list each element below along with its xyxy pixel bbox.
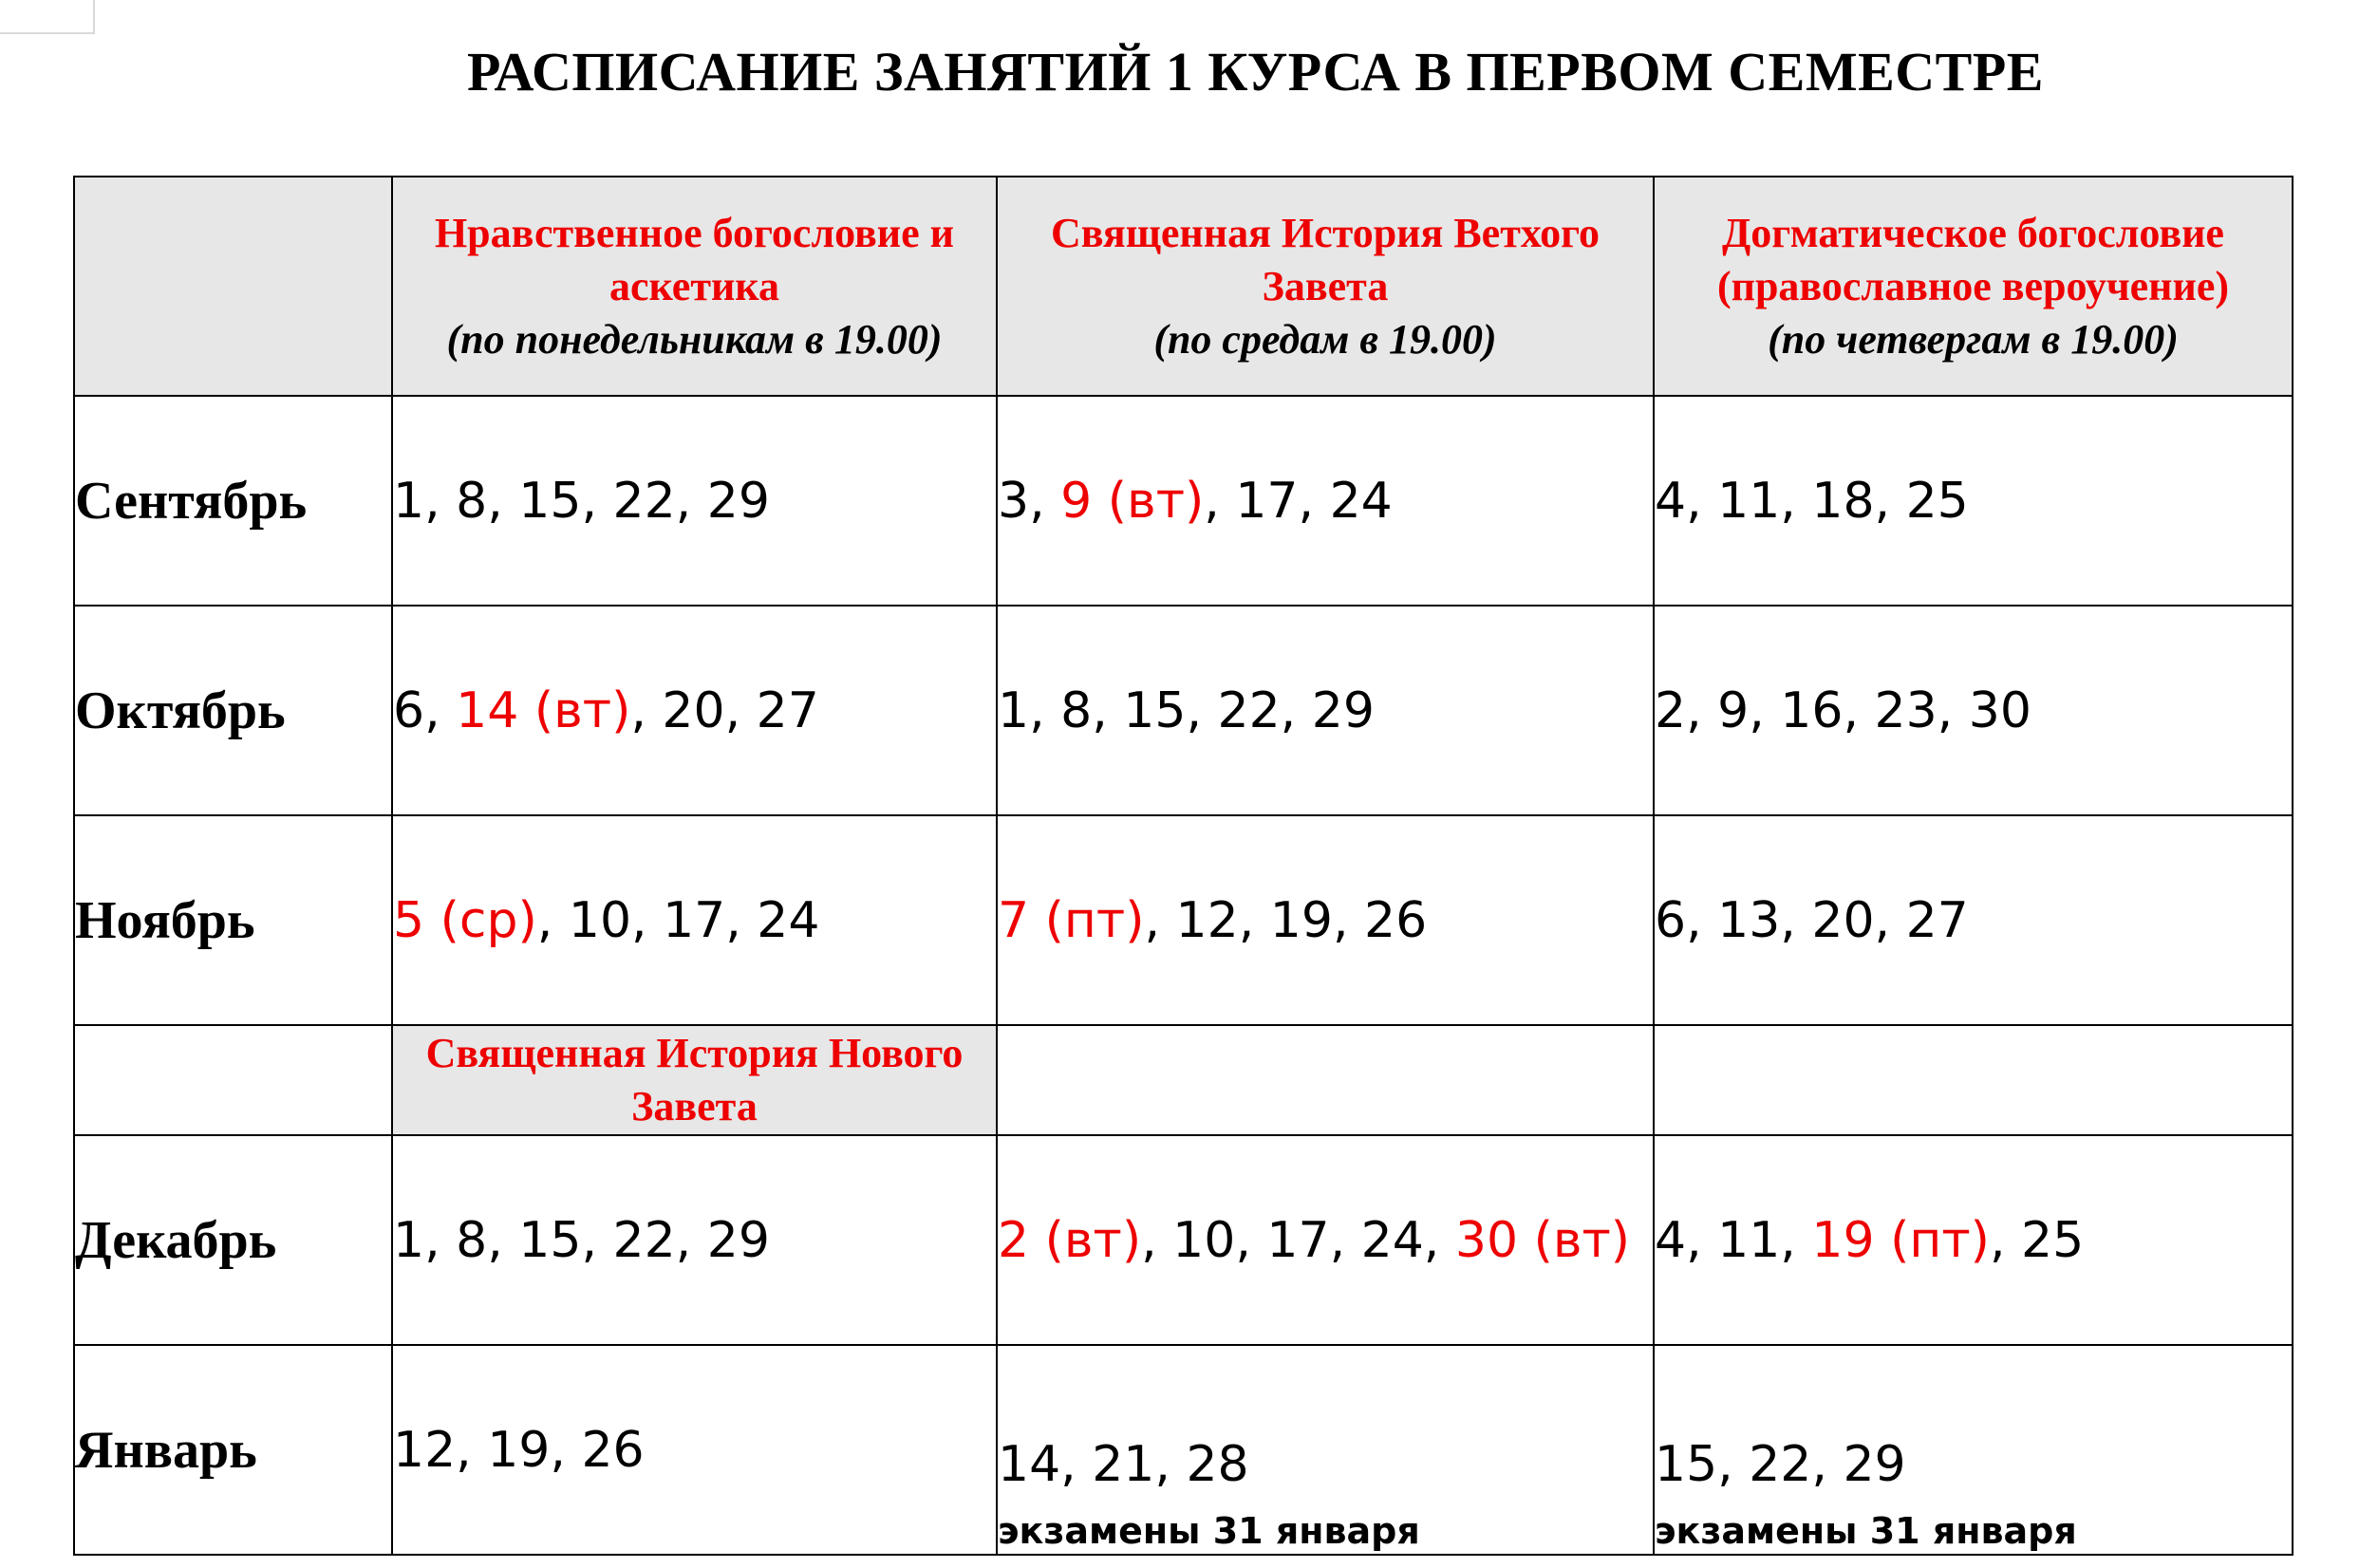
dates-cell bbox=[392, 606, 997, 815]
header-subject-moral-theology bbox=[392, 177, 997, 396]
dates-cell bbox=[997, 815, 1654, 1025]
subject-name: Догматическое богословие (православное вероучение) bbox=[1716, 209, 2230, 309]
dates-text: 12, 19, 26 bbox=[393, 1421, 645, 1479]
dates-text: , 10, 17, 24, bbox=[1141, 1211, 1455, 1269]
dates-cell bbox=[392, 1345, 997, 1555]
row-november bbox=[74, 815, 2293, 1025]
row-september bbox=[74, 396, 2293, 606]
month-label: Октябрь bbox=[74, 606, 392, 815]
dates-cell bbox=[1654, 606, 2293, 815]
row-october bbox=[74, 606, 2293, 815]
dates-cell bbox=[997, 1345, 1654, 1555]
dates-cell bbox=[997, 606, 1654, 815]
dates-text: 4, 11, bbox=[1655, 1211, 1812, 1269]
month-label: Сентябрь bbox=[74, 396, 392, 606]
subject-name: Священная История Ветхого Завета bbox=[1050, 209, 1601, 309]
rescheduled-date: 30 (вт) bbox=[1454, 1211, 1631, 1269]
rescheduled-date: 5 (ср) bbox=[393, 891, 537, 949]
rescheduled-date: 14 (вт) bbox=[456, 681, 631, 739]
dates-text: , 17, 24 bbox=[1204, 472, 1393, 530]
subheader-empty-cell bbox=[74, 1025, 392, 1135]
month-label: Декабрь bbox=[74, 1135, 392, 1345]
subject-time: (по четвергам в 19.00) bbox=[1768, 315, 2179, 363]
dates-cell bbox=[1654, 1345, 2293, 1555]
exam-note: экзамены 31 января bbox=[1655, 1510, 2077, 1552]
subject-name: Священная История Нового Завета bbox=[425, 1030, 964, 1129]
dates-cell bbox=[1654, 396, 2293, 606]
dates-cell bbox=[392, 396, 997, 606]
rescheduled-date: 9 (вт) bbox=[1060, 472, 1205, 530]
dates-text: , 20, 27 bbox=[630, 681, 819, 739]
month-label: Ноябрь bbox=[74, 815, 392, 1025]
dates-cell bbox=[392, 1135, 997, 1345]
dates-text: 3, bbox=[998, 472, 1061, 530]
dates-text: 6, bbox=[393, 681, 457, 739]
dates-text: 15, 22, 29 bbox=[1655, 1436, 1906, 1493]
subheader-empty-cell bbox=[1654, 1025, 2293, 1135]
subject-time: (по понедельникам в 19.00) bbox=[446, 315, 943, 363]
exam-note: экзамены 31 января bbox=[998, 1510, 1420, 1552]
dates-text: , 10, 17, 24 bbox=[536, 891, 820, 949]
page-title: РАСПИСАНИЕ ЗАНЯТИЙ 1 КУРСА В ПЕРВОМ СЕМЕСТРЕ bbox=[467, 41, 2044, 103]
dates-text: , 25 bbox=[1989, 1211, 2085, 1269]
header-subject-dogmatic-theology bbox=[1654, 177, 2293, 396]
rescheduled-date: 2 (вт) bbox=[998, 1211, 1142, 1269]
dates-cell bbox=[1654, 1135, 2293, 1345]
dates-text: , 12, 19, 26 bbox=[1144, 891, 1428, 949]
subject-name: Нравственное богословие и аскетика bbox=[434, 209, 955, 309]
dates-cell bbox=[997, 1135, 1654, 1345]
row-january bbox=[74, 1345, 2293, 1555]
dates-text: 4, 11, 18, 25 bbox=[1655, 472, 1969, 530]
rescheduled-date: 7 (пт) bbox=[998, 891, 1145, 949]
header-subject-old-testament bbox=[997, 177, 1654, 396]
header-row bbox=[74, 177, 2293, 396]
row-december bbox=[74, 1135, 2293, 1345]
dates-cell bbox=[392, 815, 997, 1025]
dates-text: 6, 13, 20, 27 bbox=[1655, 891, 1969, 949]
dates-text: 1, 8, 15, 22, 29 bbox=[998, 681, 1375, 739]
dates-cell bbox=[1654, 815, 2293, 1025]
subheader-subject-new-testament bbox=[392, 1025, 997, 1135]
dates-text: 2, 9, 16, 23, 30 bbox=[1655, 681, 2031, 739]
schedule-table bbox=[73, 176, 2293, 1556]
header-empty-cell bbox=[74, 177, 392, 396]
page-corner-mark bbox=[0, 0, 95, 34]
subheader-row bbox=[74, 1025, 2293, 1135]
dates-text: 1, 8, 15, 22, 29 bbox=[393, 1211, 770, 1269]
subject-time: (по средам в 19.00) bbox=[1153, 315, 1497, 363]
dates-text: 1, 8, 15, 22, 29 bbox=[393, 472, 770, 530]
month-label: Январь bbox=[74, 1345, 392, 1555]
subheader-empty-cell bbox=[997, 1025, 1654, 1135]
dates-cell bbox=[997, 396, 1654, 606]
dates-text: 14, 21, 28 bbox=[998, 1436, 1249, 1493]
rescheduled-date: 19 (пт) bbox=[1811, 1211, 1990, 1269]
